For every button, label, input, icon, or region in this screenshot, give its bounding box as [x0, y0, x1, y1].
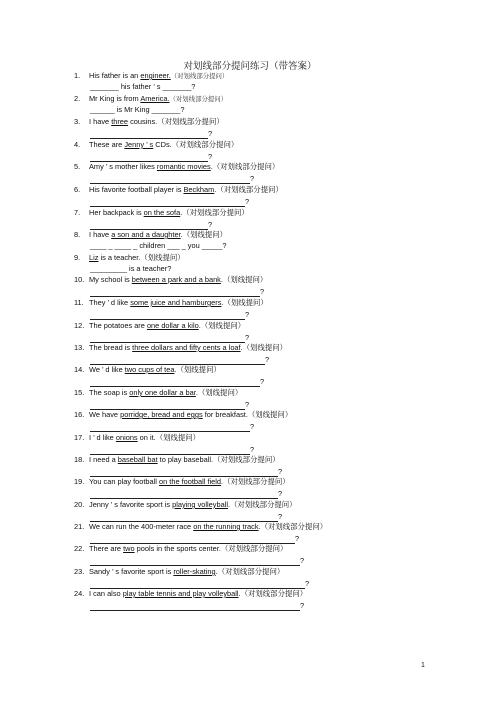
answer-line[interactable] — [90, 309, 245, 320]
question-number: 8. — [74, 230, 81, 239]
question-item — [74, 140, 494, 161]
sentence-text: cousins.（对划线部分提问） — [128, 117, 224, 126]
question-mark: ? — [305, 579, 310, 588]
sentence-text: Sandy ’ s favorite sport is — [89, 567, 174, 576]
underlined-phrase: on the sofa — [143, 208, 181, 217]
sentence-text: .（对划线部分提问） — [227, 500, 297, 509]
sentence-text: .（划线提问） — [195, 388, 243, 397]
answer-line[interactable] — [90, 578, 305, 589]
underlined-phrase: engineer. — [140, 71, 171, 80]
question-item — [74, 410, 494, 431]
answer-line[interactable] — [90, 196, 245, 207]
question-text — [74, 230, 494, 240]
question-mark: ? — [278, 512, 283, 521]
underlined-phrase: only one dollar a bar — [129, 388, 196, 397]
sentence-text: Jenny ’ s favorite sport is — [89, 500, 173, 509]
question-number: 20. — [74, 500, 85, 509]
underlined-phrase: a son and a daughter — [111, 230, 181, 239]
question-item — [74, 117, 494, 138]
answer-line[interactable] — [90, 399, 245, 410]
question-item — [74, 567, 494, 588]
question-item — [74, 253, 494, 273]
question-mark: ? — [208, 220, 213, 229]
question-item — [74, 343, 494, 364]
question-mark: ? — [260, 287, 265, 296]
question-number: 5. — [74, 162, 81, 171]
answer-line[interactable] — [90, 151, 208, 162]
answer-line[interactable] — [90, 421, 250, 432]
underlined-phrase: some juice and hamburgers — [130, 298, 222, 307]
question-text — [74, 388, 494, 398]
sentence-text: Mr King is from — [89, 94, 141, 103]
question-mark: ? — [245, 197, 250, 206]
question-item — [74, 388, 494, 409]
underlined-phrase: America. — [140, 94, 170, 103]
answer-line[interactable] — [90, 488, 278, 499]
answer-template[interactable]: ______ is Mr King _______? — [90, 105, 185, 114]
sentence-text: I can also — [89, 589, 123, 598]
sentence-text: .（对划线部分提问） — [238, 589, 308, 598]
answer-line[interactable] — [90, 555, 300, 566]
question-number: 4. — [74, 140, 81, 149]
question-text — [74, 162, 494, 172]
sentence-text: Her backpack is — [89, 208, 144, 217]
question-text — [74, 140, 494, 150]
question-item — [74, 71, 494, 91]
question-text — [74, 71, 494, 81]
question-mark: ? — [208, 129, 213, 138]
sentence-text: His favorite football player is — [89, 185, 184, 194]
question-text — [74, 117, 494, 127]
answer-line[interactable] — [90, 128, 208, 139]
answer-line[interactable] — [90, 466, 278, 477]
question-item — [74, 94, 494, 114]
underlined-phrase: romantic movies — [156, 162, 211, 171]
question-mark: ? — [278, 489, 283, 498]
underlined-phrase: Liz — [89, 253, 99, 262]
sentence-text: .（对划线部分提问） — [214, 185, 283, 194]
question-text — [74, 298, 494, 308]
question-number: 7. — [74, 208, 81, 217]
sentence-text: on it.（划线提问） — [137, 433, 201, 442]
question-item — [74, 298, 494, 319]
question-item — [74, 365, 494, 386]
underlined-phrase: two — [123, 544, 135, 553]
sentence-text: is a teacher.（划线提问） — [98, 253, 185, 262]
sentence-text: You can play football — [89, 477, 159, 486]
question-item — [74, 208, 494, 229]
question-mark: ? — [208, 152, 213, 161]
question-item — [74, 589, 494, 610]
answer-line[interactable] — [90, 286, 260, 297]
question-text — [74, 321, 494, 331]
question-text — [74, 455, 494, 465]
instruction-text: （对划线部分提问） — [169, 95, 228, 103]
underlined-phrase: playing volleyball — [172, 500, 228, 509]
sentence-text: The soap is — [89, 388, 130, 397]
question-text — [74, 589, 494, 599]
sentence-text: to play baseball.（对划线部分提问） — [157, 455, 280, 464]
question-number: 21. — [74, 522, 85, 531]
sentence-text: The bread is — [89, 343, 133, 352]
answer-line[interactable] — [90, 600, 300, 611]
underlined-phrase: between a park and a bank — [131, 275, 221, 284]
answer-line[interactable] — [90, 376, 260, 387]
question-text — [74, 365, 494, 375]
question-mark: ? — [295, 534, 300, 543]
question-number: 6. — [74, 185, 81, 194]
question-item — [74, 275, 494, 296]
sentence-text: .（划线提问） — [174, 365, 221, 374]
page-title: 对划线部分提问练习（带答案） — [183, 61, 317, 72]
question-mark: ? — [245, 310, 250, 319]
underlined-phrase: baseball bat — [117, 455, 158, 464]
sentence-text: for breakfast.（划线提问） — [202, 410, 293, 419]
question-number: 13. — [74, 343, 85, 352]
question-text — [74, 522, 494, 532]
sentence-text: I ’ d like — [89, 433, 116, 442]
sentence-text: .（划线提问） — [240, 343, 288, 352]
sentence-text: I have — [89, 117, 112, 126]
question-text — [74, 208, 494, 218]
question-number: 19. — [74, 477, 85, 486]
question-number: 2. — [74, 94, 81, 103]
question-mark: ? — [250, 445, 255, 454]
question-number: 9. — [74, 253, 81, 262]
answer-line[interactable] — [90, 332, 245, 343]
question-item — [74, 162, 494, 183]
question-text — [74, 410, 494, 420]
question-mark: ? — [300, 601, 305, 610]
answer-template[interactable]: _______ his father ’ s _______? — [90, 82, 196, 91]
question-text — [74, 477, 494, 487]
underlined-phrase: play table tennis and play volleyball — [122, 589, 239, 598]
question-number: 24. — [74, 589, 85, 598]
question-item — [74, 544, 494, 565]
sentence-text: We have — [89, 410, 121, 419]
sentence-text: CDs.（对划线部分提问） — [153, 140, 239, 149]
sentence-text: .（对划线部分提问） — [180, 208, 249, 217]
underlined-phrase: one dollar a kilo — [146, 321, 199, 330]
question-text — [74, 544, 494, 554]
question-item — [74, 185, 494, 206]
question-number: 17. — [74, 433, 85, 442]
sentence-text: Amy ’ s mother likes — [89, 162, 157, 171]
question-text — [74, 567, 494, 577]
question-item — [74, 433, 494, 454]
question-mark: ? — [278, 467, 283, 476]
sentence-text: .（对划线部分提问） — [210, 162, 280, 171]
sentence-text: .（划线提问） — [180, 230, 228, 239]
question-mark: ? — [265, 355, 270, 364]
underlined-phrase: Beckham — [183, 185, 215, 194]
underlined-phrase: three — [111, 117, 129, 126]
question-text — [74, 253, 494, 263]
question-number: 23. — [74, 567, 85, 576]
question-number: 16. — [74, 410, 85, 419]
answer-line[interactable] — [90, 173, 250, 184]
sentence-text: .（划线提问） — [220, 275, 268, 284]
sentence-text: They ’ d like — [89, 298, 131, 307]
sentence-text: .（划线提问） — [198, 321, 246, 330]
question-number: 14. — [74, 365, 85, 374]
underlined-phrase: onions — [115, 433, 138, 442]
sentence-text: These are — [89, 140, 125, 149]
question-text — [74, 343, 494, 353]
question-text — [74, 185, 494, 195]
answer-line[interactable] — [90, 354, 265, 365]
sentence-text: There are — [89, 544, 124, 553]
answer-template[interactable]: _________ is a teacher? — [90, 264, 172, 273]
question-number: 3. — [74, 117, 81, 126]
question-text — [74, 275, 494, 285]
question-number: 11. — [74, 298, 84, 307]
question-mark: ? — [245, 333, 250, 342]
question-number: 18. — [74, 455, 85, 464]
answer-line[interactable] — [90, 511, 278, 522]
sentence-text: I have — [89, 230, 112, 239]
question-item — [74, 455, 494, 476]
sentence-text: I need a — [89, 455, 118, 464]
underlined-phrase: two cups of tea — [124, 365, 175, 374]
sentence-text: His father is an — [89, 71, 141, 80]
sentence-text: My school is — [89, 275, 132, 284]
underlined-phrase: porridge, bread and eggs — [120, 410, 203, 419]
underlined-phrase: three dollars and fifty cents a loaf — [132, 343, 241, 352]
answer-line[interactable] — [90, 444, 250, 455]
sentence-text: We ’ d like — [89, 365, 125, 374]
instruction-text: （对划线部分提问） — [170, 72, 229, 80]
question-mark: ? — [300, 556, 305, 565]
question-item — [74, 230, 494, 250]
underlined-phrase: roller-skating — [173, 567, 216, 576]
page-number: 1 — [421, 662, 425, 669]
question-number: 15. — [74, 388, 85, 397]
question-text — [74, 500, 494, 510]
question-item — [74, 321, 494, 342]
question-mark: ? — [250, 174, 255, 183]
question-mark: ? — [245, 400, 250, 409]
question-number: 22. — [74, 544, 85, 553]
underlined-phrase: on the football field — [159, 477, 222, 486]
question-text — [74, 94, 494, 104]
sentence-text: The potatoes are — [89, 321, 147, 330]
question-number: 12. — [74, 321, 85, 330]
underlined-phrase: Jenny ’ s — [124, 140, 154, 149]
answer-line[interactable] — [90, 219, 208, 230]
question-item — [74, 477, 494, 498]
question-number: 1. — [74, 71, 81, 80]
question-mark: ? — [250, 422, 255, 431]
question-text — [74, 433, 494, 443]
sentence-text: .（划线提问） — [221, 298, 268, 307]
sentence-text: .（对划线部分提问） — [221, 477, 290, 486]
question-mark: ? — [260, 377, 265, 386]
sentence-text: We can run the 400-meter race — [89, 522, 194, 531]
answer-line[interactable] — [90, 533, 295, 544]
underlined-phrase: on the running track — [193, 522, 259, 531]
sentence-text: .（对划线部分提问） — [215, 567, 285, 576]
sentence-text: .（对划线部分提问） — [258, 522, 328, 531]
question-item — [74, 500, 494, 521]
question-item — [74, 522, 494, 543]
question-number: 10. — [74, 275, 85, 284]
sentence-text: pools in the sports center.（对划线部分提问） — [134, 544, 288, 553]
answer-template[interactable]: ____ _ ____ _ children ___ _ you _____? — [90, 241, 227, 250]
